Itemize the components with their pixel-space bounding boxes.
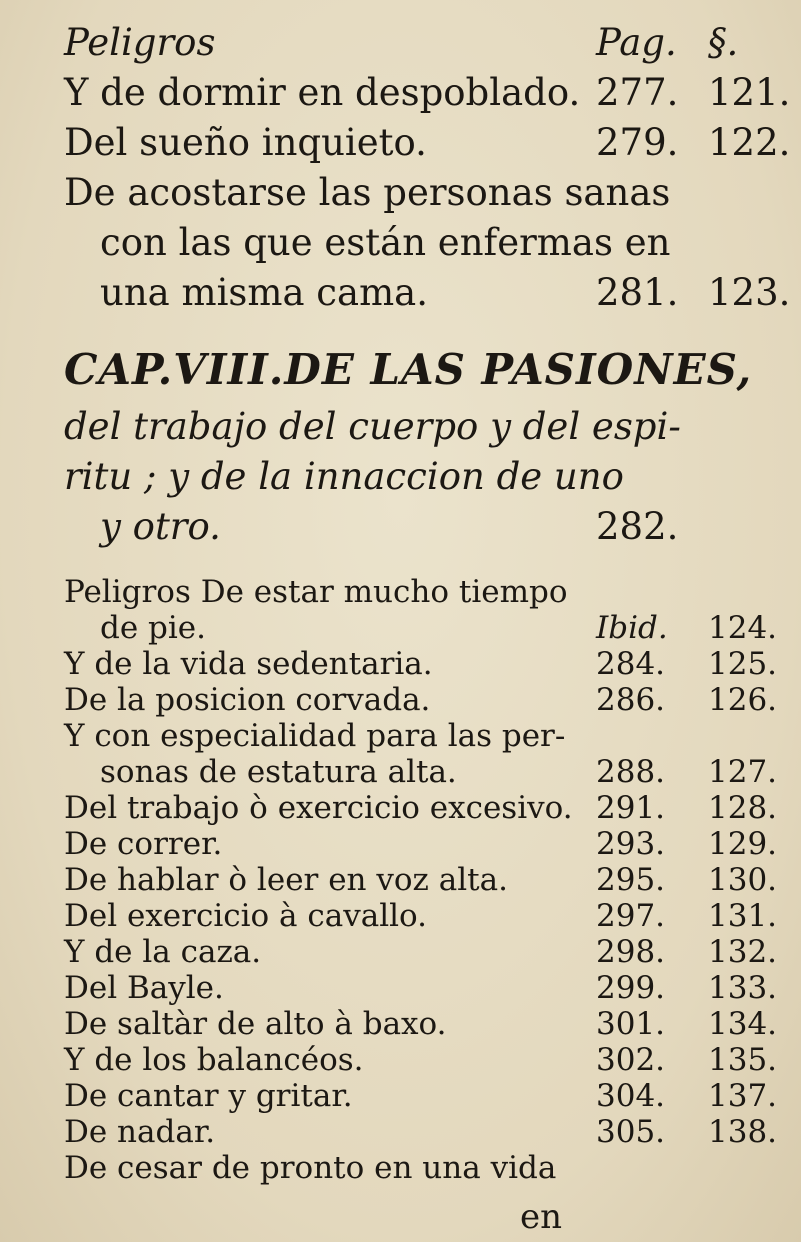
entry-section: 137.	[708, 1078, 778, 1114]
index-row	[0, 218, 801, 268]
entry-page: 299.	[596, 970, 666, 1006]
entry-title: Y de dormir en despoblado.	[64, 71, 581, 114]
index-row	[0, 718, 801, 754]
index-row	[0, 68, 801, 118]
index-row	[0, 1150, 801, 1186]
entry-title: De saltàr de alto à baxo.	[64, 1006, 447, 1042]
entry-section: 135.	[708, 1042, 778, 1078]
index-row	[0, 118, 801, 168]
entry-page: 304.	[596, 1078, 666, 1114]
entry-title: Y con especialidad para las per-	[64, 718, 566, 754]
index-row	[0, 826, 801, 862]
index-row	[0, 1078, 801, 1114]
entry-section: 131.	[708, 898, 778, 934]
entry-title: De nadar.	[64, 1114, 216, 1150]
index-row	[0, 168, 801, 218]
entry-page: 298.	[596, 934, 666, 970]
entry-page: 288.	[596, 754, 666, 790]
chapter-line	[0, 402, 801, 452]
chapter-line	[0, 452, 801, 502]
index-row	[0, 862, 801, 898]
index-row	[0, 790, 801, 826]
entry-title: de pie.	[100, 610, 207, 646]
header-row	[0, 18, 801, 68]
entry-title: De cesar de pronto en una vida	[64, 1150, 557, 1186]
entry-title: Y de la vida sedentaria.	[64, 646, 433, 682]
entry-page: 301.	[596, 1006, 666, 1042]
index-row	[0, 1042, 801, 1078]
index-row	[0, 682, 801, 718]
index-row	[0, 1114, 801, 1150]
index-row	[0, 610, 801, 646]
entry-title: De hablar ò leer en voz alta.	[64, 862, 508, 898]
entry-section: 126.	[708, 682, 778, 718]
entry-page: 282.	[596, 505, 679, 548]
entry-section: 125.	[708, 646, 778, 682]
index-row	[0, 934, 801, 970]
header-pag: Pag.	[596, 21, 677, 64]
entry-section: 132.	[708, 934, 778, 970]
index-row	[0, 268, 801, 318]
chapter-title: CAP.VIII.DE LAS PASIONES,	[64, 345, 753, 394]
entry-title: De acostarse las personas sanas	[64, 171, 671, 214]
entry-section: 130.	[708, 862, 778, 898]
index-row	[0, 1006, 801, 1042]
entry-section: 129.	[708, 826, 778, 862]
entry-page: 305.	[596, 1114, 666, 1150]
entry-section: 133.	[708, 970, 778, 1006]
entry-title: De correr.	[64, 826, 223, 862]
entry-section: 134.	[708, 1006, 778, 1042]
entry-section: 121.	[708, 71, 791, 114]
entry-page: 302.	[596, 1042, 666, 1078]
entry-page: 295.	[596, 862, 666, 898]
entry-title: Peligros De estar mucho tiempo	[64, 574, 568, 610]
index-row	[0, 646, 801, 682]
index-row	[0, 970, 801, 1006]
catchword-row	[0, 1192, 801, 1242]
entry-title: Y de la caza.	[64, 934, 262, 970]
index-row	[0, 574, 801, 610]
entry-page: 281.	[596, 271, 679, 314]
index-row	[0, 898, 801, 934]
entry-section: 123.	[708, 271, 791, 314]
catchword: en	[520, 1197, 563, 1237]
chapter-subtitle: del trabajo del cuerpo y del espi-	[64, 405, 681, 448]
entry-page: 297.	[596, 898, 666, 934]
entry-section: 127.	[708, 754, 778, 790]
entry-title: una misma cama.	[100, 271, 428, 314]
entry-page: 291.	[596, 790, 666, 826]
header-title: Peligros	[64, 21, 216, 64]
entry-page: 279.	[596, 121, 679, 164]
entry-title: con las que están enfermas en	[100, 221, 671, 264]
entry-page: 284.	[596, 646, 666, 682]
entry-title: Del exercicio à cavallo.	[64, 898, 428, 934]
entry-page: 277.	[596, 71, 679, 114]
entry-page: Ibid.	[596, 610, 668, 646]
entry-title: sonas de estatura alta.	[100, 754, 457, 790]
entry-section: 124.	[708, 610, 778, 646]
chapter-subtitle: ritu ; y de la innaccion de uno	[64, 455, 624, 498]
entry-title: De cantar y gritar.	[64, 1078, 353, 1114]
chapter-line	[0, 502, 801, 552]
entry-page: 286.	[596, 682, 666, 718]
entry-section: 122.	[708, 121, 791, 164]
header-sec: §.	[708, 21, 739, 64]
entry-section: 138.	[708, 1114, 778, 1150]
chapter-subtitle: y otro.	[100, 505, 221, 548]
chapter-heading	[0, 340, 801, 400]
entry-title: Del Bayle.	[64, 970, 224, 1006]
entry-section: 128.	[708, 790, 778, 826]
entry-page: 293.	[596, 826, 666, 862]
index-row	[0, 754, 801, 790]
entry-title: Del sueño inquieto.	[64, 121, 427, 164]
entry-title: Y de los balancéos.	[64, 1042, 364, 1078]
entry-title: Del trabajo ò exercicio excesivo.	[64, 790, 573, 826]
entry-title: De la posicion corvada.	[64, 682, 431, 718]
